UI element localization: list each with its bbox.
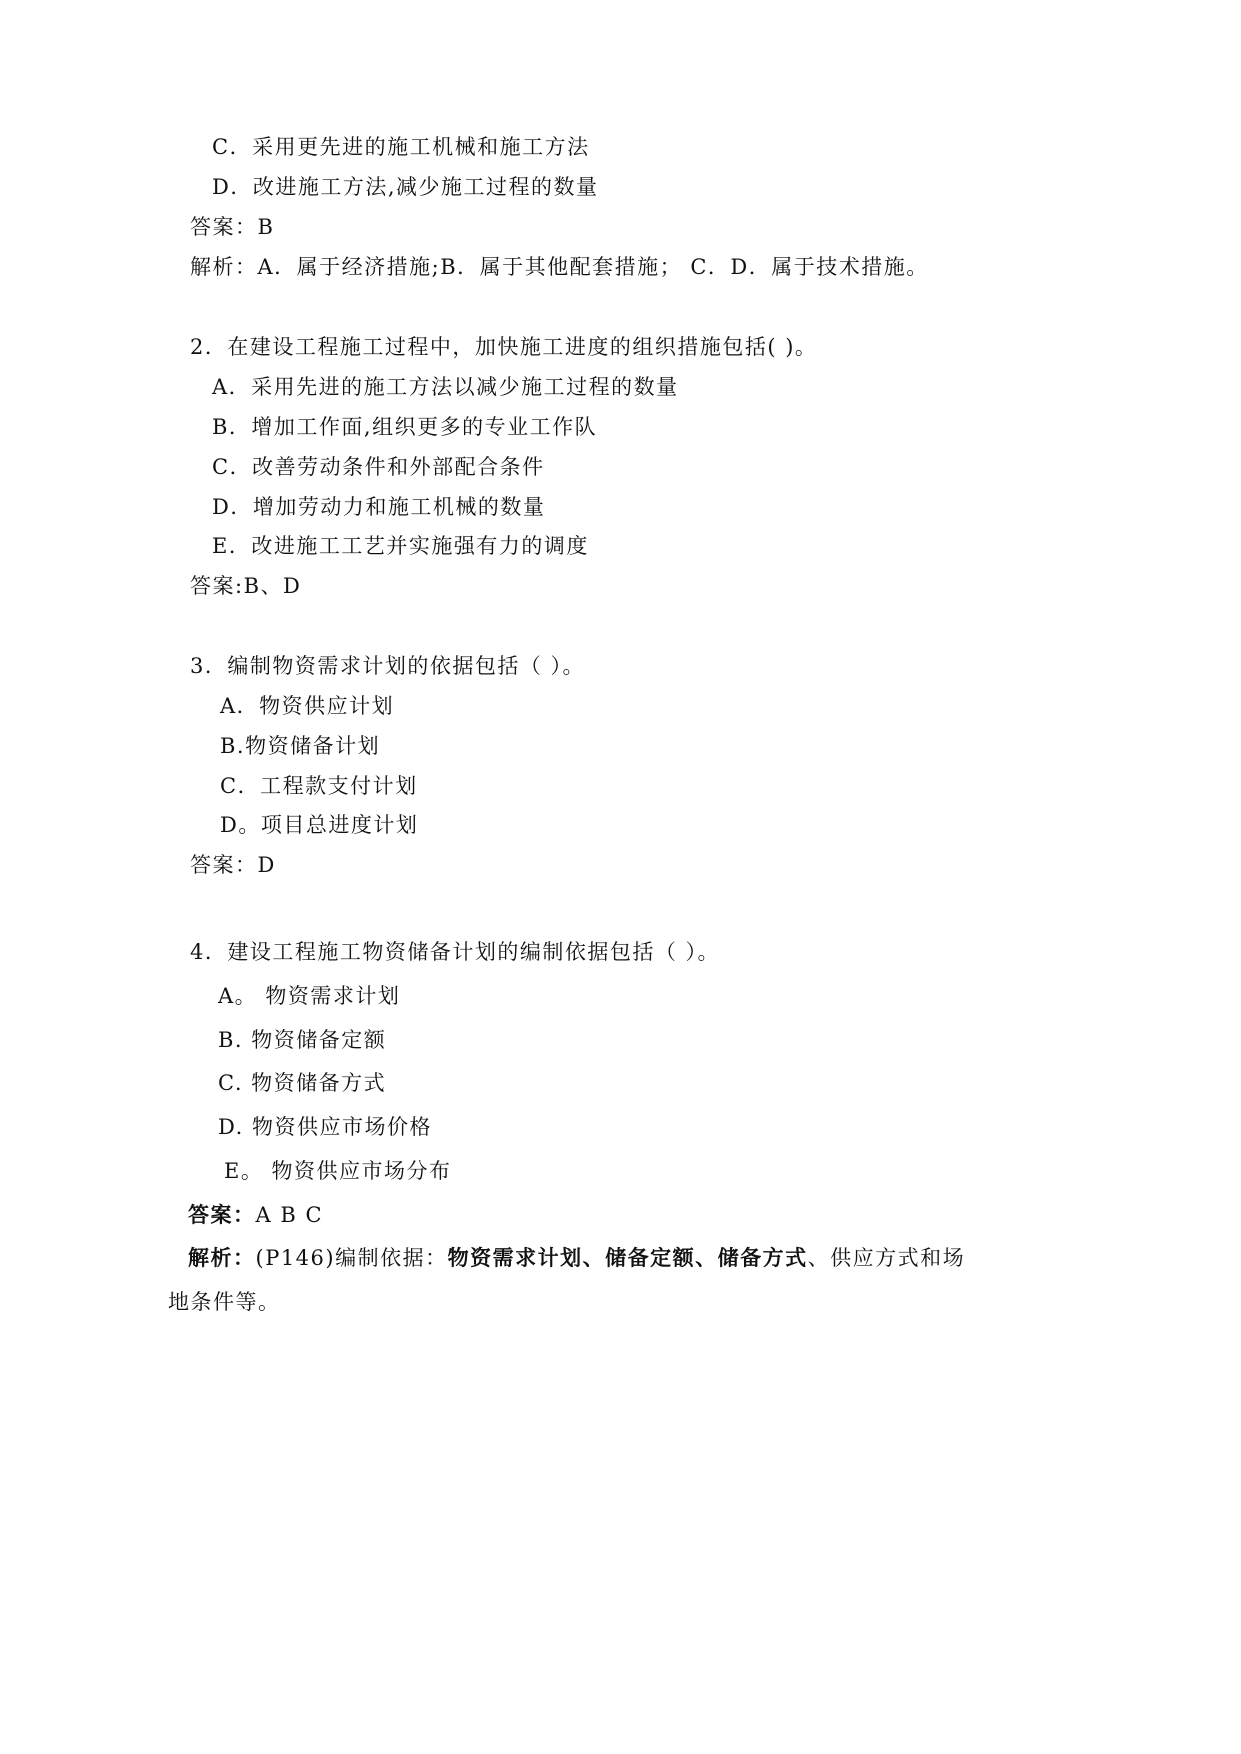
q4-question: 4．建设工程施工物资储备计划的编制依据包括（ ）。	[190, 940, 721, 964]
q4-analysis-ref: (P146)编制依据：	[255, 1246, 448, 1270]
q2-option-d: D．增加劳动力和施工机械的数量	[212, 495, 546, 519]
q3-option-b: B.物资储备计划	[220, 734, 381, 758]
q4-option-c: C. 物资储备方式	[218, 1071, 387, 1095]
q3-option-c: C．工程款支付计划	[220, 774, 418, 798]
q4-analysis	[188, 1244, 965, 1272]
q1-option-d: D．改进施工方法,减少施工过程的数量	[212, 175, 599, 199]
q1-option-c: C．采用更先进的施工机械和施工方法	[212, 135, 590, 159]
q4-analysis-tail: 、供应方式和场	[807, 1246, 966, 1270]
q1-analysis: 解析：A．属于经济措施;B．属于其他配套措施； C．D．属于技术措施。	[190, 255, 929, 279]
q4-analysis-label: 解析：	[188, 1245, 256, 1270]
q4-answer-value: A B C	[255, 1203, 324, 1227]
q4-answer	[188, 1201, 323, 1229]
q2-option-c: C．改善劳动条件和外部配合条件	[212, 455, 545, 479]
q4-analysis-bold: 物资需求计划、储备定额、储备方式	[447, 1245, 808, 1270]
q2-question: 2．在建设工程施工过程中，加快施工进度的组织措施包括( )。	[190, 335, 818, 359]
q4-option-e: E。 物资供应市场分布	[224, 1159, 452, 1183]
q4-option-b: B. 物资储备定额	[218, 1028, 387, 1052]
q4-option-d: D. 物资供应市场价格	[218, 1115, 432, 1139]
q2-option-e: E．改进施工工艺并实施强有力的调度	[212, 534, 589, 558]
q3-option-a: A．物资供应计划	[220, 694, 395, 718]
q2-option-a: A．采用先进的施工方法以减少施工过程的数量	[212, 375, 679, 399]
q3-question: 3．编制物资需求计划的依据包括（ ）。	[190, 654, 586, 678]
q1-answer: 答案：B	[190, 215, 275, 239]
q2-answer: 答案:B、D	[190, 574, 302, 598]
q3-answer: 答案：D	[190, 853, 276, 877]
q4-analysis-line2: 地条件等。	[168, 1290, 281, 1314]
q4-answer-label: 答案：	[188, 1202, 256, 1227]
q4-option-a: A。 物资需求计划	[218, 984, 401, 1008]
q2-option-b: B．增加工作面,组织更多的专业工作队	[212, 415, 598, 439]
q3-option-d: D。项目总进度计划	[220, 813, 419, 837]
